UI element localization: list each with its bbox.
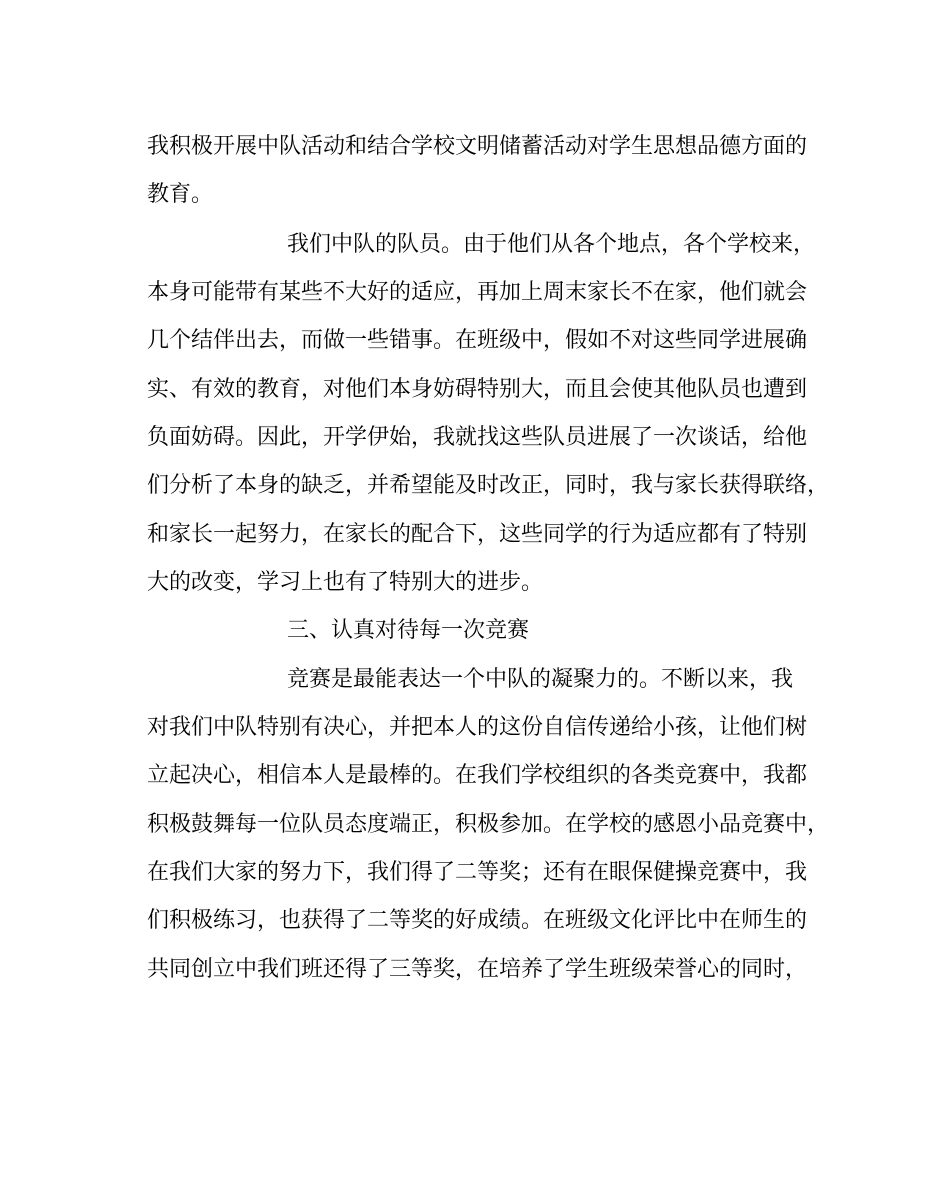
- text-line: 共同创立中我们班还得了三等奖，在培养了学生班级荣誉心的同时，: [147, 957, 808, 982]
- section-heading: 三、认真对待每一次竞赛: [287, 618, 530, 643]
- text-line: 对我们中队特别有决心，并把本人的这份自信传递给小孩，让他们树: [147, 715, 808, 740]
- text-line: 教育。: [147, 182, 214, 207]
- text-line: 在我们大家的努力下，我们得了二等奖；还有在眼保健操竞赛中，我: [147, 860, 808, 885]
- text-line: 负面妨碍。因此，开学伊始，我就找这些队员进展了一次谈话，给他: [147, 425, 808, 450]
- paragraph-first-line: 我们中队的队员。由于他们从各个地点，各个学校来，: [287, 232, 816, 257]
- text-line: 们分析了本身的缺乏，并希望能及时改正，同时，我与家长获得联络，: [147, 473, 830, 498]
- text-line: 本身可能带有某些不大好的适应，再加上周末家长不在家，他们就会: [147, 280, 808, 305]
- text-line: 实、有效的教育，对他们本身妨碍特别大，而且会使其他队员也遭到: [147, 377, 808, 402]
- text-line: 几个结伴出去，而做一些错事。在班级中，假如不对这些同学进展确: [147, 328, 808, 353]
- text-line: 和家长一起努力，在家长的配合下，这些同学的行为适应都有了特别: [147, 522, 808, 547]
- text-line: 积极鼓舞每一位队员态度端正，积极参加。在学校的感恩小品竞赛中，: [147, 812, 830, 837]
- text-line: 我积极开展中队活动和结合学校文明储蓄活动对学生思想品德方面的: [147, 134, 808, 159]
- paragraph-first-line: 竞赛是最能表达一个中队的凝聚力的。不断以来，我: [287, 667, 794, 692]
- text-line: 大的改变，学习上也有了特别大的进步。: [147, 570, 544, 595]
- text-line: 立起决心，相信本人是最棒的。在我们学校组织的各类竞赛中，我都: [147, 763, 808, 788]
- text-line: 们积极练习，也获得了二等奖的好成绩。在班级文化评比中在师生的: [147, 908, 808, 933]
